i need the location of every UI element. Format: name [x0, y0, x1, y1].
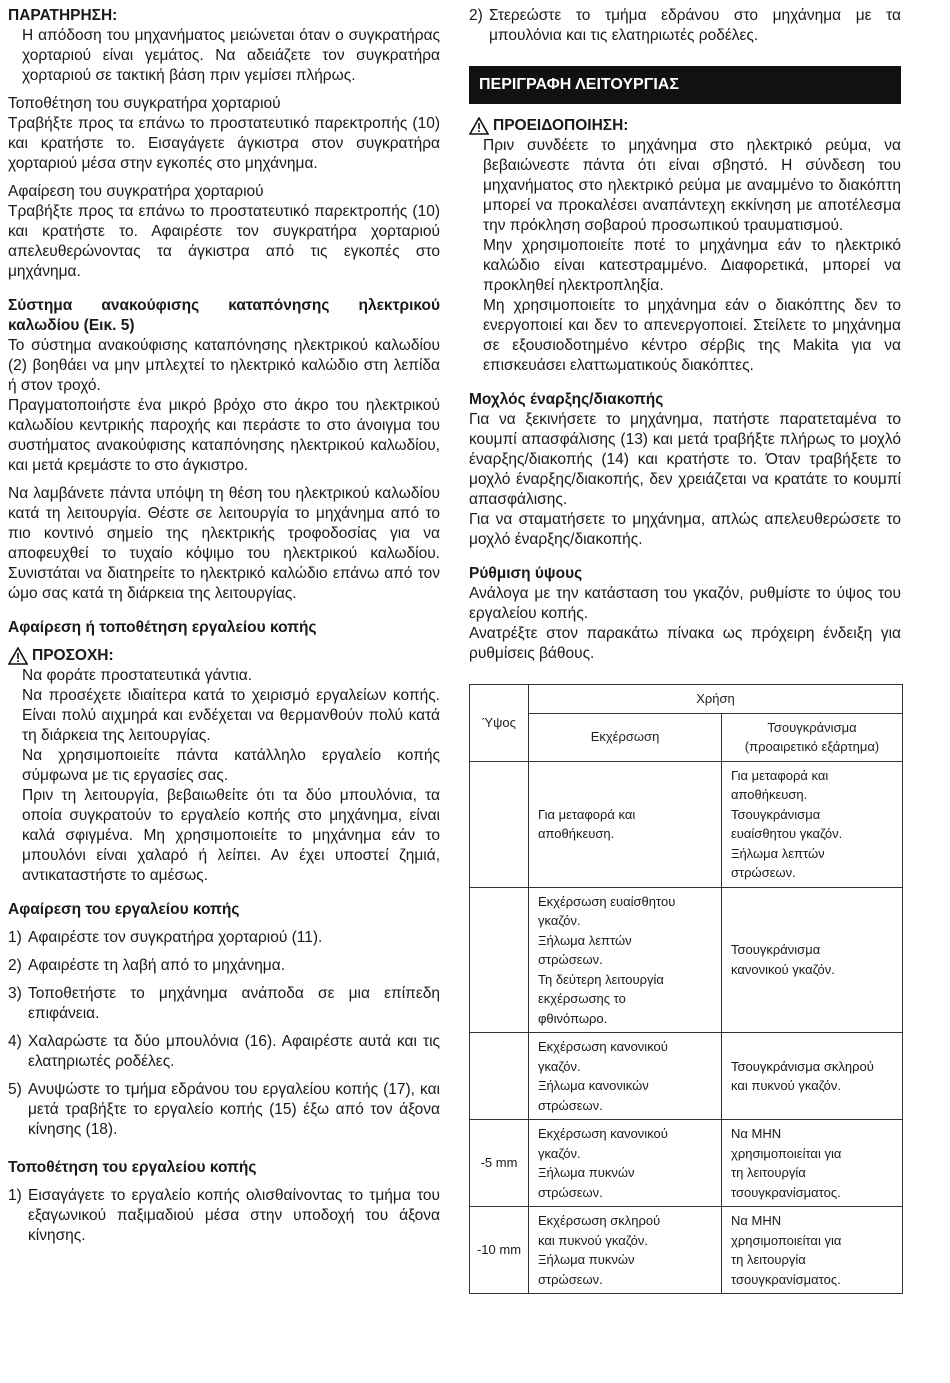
cell-line: Ξήλωμα πυκνών — [538, 1252, 635, 1267]
cell-line: τσουγκρανίσματος. — [731, 1184, 841, 1200]
cord-strain-paragraph-3: Να λαμβάνετε πάντα υπόψη τη θέση του ηλεκτρικού καλωδίου κατά τη λειτουργία. Θέστε σε λειτουργία το μηχάνημα από το πιο κοντινό σημείο της ηλεκτρικής τροφοδοσίας για να αποφευχθεί το τυχαίο κόψιμο του ηλεκτρικού καλωδίου. Συνιστάται να διατηρείτε το ηλεκτρικό καλώδιο επάνω από τον ώμο σας κατά τη διάρκεια της λειτουργίας. — [8, 485, 440, 602]
dethatching-cell — [529, 1207, 722, 1294]
warning-paragraph: Πριν συνδέετε το μηχάνημα στο ηλεκτρικό ρεύμα, να βεβαιώνεστε πάντα ότι είναι σβηστό. Η σύνδεση του μηχανήματος στο ηλεκτρικό ρεύμα με αναμμένο το διακόπτη μπορεί να προκαλέσει αναπάντεχη εκκίνηση με αποτέλεσμα την πρόκληση σοβαρού προσωπικού τραυματισμού. — [483, 137, 901, 234]
switch-paragraph-1: Για να ξεκινήσετε το μηχάνημα, πατήστε παρατεταμένα το κουμπί απασφάλισης (13) και μετά τραβήξτε πλήρως το μοχλό έναρξης/διακοπής (14) και κρατήστε το. Όταν τραβήξετε το μοχλό έναρξης/διακοπής, δεν χρειάζεται να κρατάτε το κουμπί απασφάλισης. — [469, 411, 901, 508]
raking-cell — [722, 1207, 903, 1294]
remove-grass-catcher-text: Τραβήξτε προς τα επάνω το προστατευτικό παρεκτροπής (10) και κρατήστε το. Αφαιρέστε τον συγκρατήρα χορταριού απελευθερώνοντας τα άγκιστρα από τις εγκοπές στο μηχάνημα. — [8, 203, 440, 280]
list-item: 5) Ανυψώστε το τμήμα εδράνου του εργαλείου κοπής (17), και μετά τραβήξτε το εργαλείο κοπής (15) έξω από τον άξονα κίνησης (18). — [8, 1081, 440, 1138]
install-steps — [8, 1186, 440, 1246]
fit-grass-catcher-text: Τραβήξτε προς τα επάνω το προστατευτικό παρεκτροπής (10) και κρατήστε το. Εισαγάγετε άγκιστρα στον συγκρατήρα χορταριού μέσα στην εγκοπές στο μηχάνημα. — [8, 115, 440, 172]
cell-line: χρησιμοποιείται για — [731, 1145, 842, 1161]
raking-cell — [722, 1033, 903, 1120]
height-column-header: Ύψος — [470, 685, 529, 762]
right-column — [469, 6, 901, 1294]
note-title: ΠΑΡΑΤΗΡΗΣΗ: — [8, 7, 118, 24]
height-cell: -5 mm — [470, 1120, 529, 1207]
cell-line: στρώσεων. — [538, 952, 603, 967]
note-text: Η απόδοση του μηχανήματος μειώνεται όταν ο συγκρατήρας χορταριού είναι γεμάτος. Να αδειάζετε τον συγκρατήρα χορταριού σε τακτική βάση πριν γεμίσει πλήρως. — [22, 27, 440, 84]
left-column — [8, 6, 440, 1254]
caution-line: Να φοράτε προστατευτικά γάντια. — [22, 667, 253, 684]
table-subheader-row — [470, 713, 903, 761]
raking-column-header: Τσουγκράνισμα (προαιρετικό εξάρτημα) — [722, 713, 903, 761]
cell-line: Να ΜΗΝ — [731, 1213, 782, 1228]
list-item: 2) Αφαιρέστε τη λαβή από το μηχάνημα. — [8, 957, 286, 974]
cell-line: Εκχέρσωση ευαίσθητου — [538, 893, 676, 909]
list-item: 1) Εισαγάγετε το εργαλείο κοπής ολισθαίνοντας το τμήμα του εξαγωνικού παξιμαδιού μέσα στην υποδοχή του άξονα κίνησης. — [8, 1187, 440, 1244]
cord-strain-paragraph-2: Πραγματοποιήστε ένα μικρό βρόχο στο άκρο του ηλεκτρικού καλωδίου κεντρικής παροχής και περάστε το στο άνοιγμα του συστήματος ανακούφισης καταπόνησης ηλεκτρικού καλωδίου, και μετά κρεμάστε το στο άγκιστρο. — [8, 397, 440, 474]
install-steps-continued — [469, 6, 901, 46]
height-cell — [470, 1033, 529, 1120]
section-title-bar: ΠΕΡΙΓΡΑΦΗ ΛΕΙΤΟΥΡΓΙΑΣ — [469, 66, 901, 104]
cell-line: στρώσεων. — [538, 1184, 603, 1200]
dethatching-cell — [529, 1120, 722, 1207]
list-item: 1) Αφαιρέστε τον συγκρατήρα χορταριού (11). — [8, 929, 323, 946]
warning-title: ΠΡΟΕΙΔΟΠΟΙΗΣΗ: — [493, 117, 629, 134]
list-item: 3) Τοποθετήστε το μηχάνημα ανάποδα σε μια επίπεδη επιφάνεια. — [8, 985, 440, 1022]
cell-line: ευαίσθητου γκαζόν. — [731, 826, 843, 841]
cell-line: γκαζόν. — [538, 913, 581, 928]
height-paragraph-1: Ανάλογα με την κατάσταση του γκαζόν, ρυθμίστε το ύψος του εργαλείου κοπής. — [469, 585, 901, 622]
caution-header — [8, 646, 440, 666]
list-item: 2) Στερεώστε το τμήμα εδράνου στο μηχάνημα με τα μπουλόνια και τις ελατηριωτές ροδέλες. — [469, 7, 901, 44]
dethatching-cell — [529, 761, 722, 887]
warning-triangle-icon — [8, 647, 28, 665]
cell-line: γκαζόν. — [538, 1145, 581, 1161]
dethatching-column-header: Εκχέρσωση — [529, 713, 722, 761]
cell-line: στρώσεων. — [731, 865, 796, 880]
dethatching-cell — [529, 887, 722, 1033]
remove-grass-catcher-title: Αφαίρεση του συγκρατήρα χορταριού — [8, 183, 264, 200]
warning-paragraph: Μη χρησιμοποιείτε το μηχάνημα εάν ο διακόπτης δεν το ενεργοποιεί και δεν το απενεργοποιεί. Στείλετε το μηχάνημα σε εξουσιοδοτημένο κέντρο σέρβις της Makita για να επισκευάσει ελαττωματικούς διακόπτες. — [483, 297, 901, 374]
warning-triangle-icon — [469, 117, 489, 135]
warning-paragraph: Μην χρησιμοποιείτε ποτέ το μηχάνημα εάν το ηλεκτρικό καλώδιο είναι κατεστραμμένο. Διαφορετικά, μπορεί να προκληθεί ηλεκτροπληξία. — [483, 237, 901, 294]
height-settings-table — [469, 684, 903, 1294]
table-row — [470, 887, 903, 1033]
raking-cell — [722, 761, 903, 887]
cell-line: Τσουγκράνισμα — [731, 806, 821, 822]
use-column-header: Χρήση — [529, 685, 903, 714]
height-heading: Ρύθμιση ύψους — [469, 565, 583, 582]
cell-line: Εκχέρσωση κανονικού — [538, 1126, 668, 1141]
cell-line: Τσουγκράνισμα σκληρού — [731, 1058, 874, 1074]
caution-title: ΠΡΟΣΟΧΗ: — [32, 647, 114, 664]
table-row — [470, 1120, 903, 1207]
caution-line: Να χρησιμοποιείτε πάντα κατάλληλο εργαλείο κοπής σύμφωνα με τις εργασίες σας. — [22, 747, 440, 784]
table-header-row — [470, 685, 903, 714]
height-paragraph-2: Ανατρέξτε στον παρακάτω πίνακα ως πρόχειρη ένδειξη για ρυθμίσεις βάθους. — [469, 625, 901, 662]
cell-line: Εκχέρσωση κανονικού — [538, 1039, 668, 1054]
height-cell — [470, 887, 529, 1033]
cell-line: τη λειτουργία — [731, 1252, 806, 1267]
caution-line: Να προσέχετε ιδιαίτερα κατά το χειρισμό εργαλείων κοπής. Είναι πολύ αιχμηρά και ενδέχεται να θερμανθούν πολύ κατά τη διάρκεια της λειτουργίας. — [22, 687, 440, 744]
cell-line: φθινόπωρο. — [538, 1010, 608, 1026]
tool-install-heading: Τοποθέτηση του εργαλείου κοπής — [8, 1159, 257, 1176]
cord-strain-heading: Σύστημα ανακούφισης καταπόνησης ηλεκτρικού καλωδίου (Εικ. 5) — [8, 297, 440, 334]
removal-steps — [8, 928, 440, 1140]
cell-line: γκαζόν. — [538, 1058, 581, 1074]
cell-line: στρώσεων. — [538, 1097, 603, 1113]
switch-heading: Μοχλός έναρξης/διακοπής — [469, 391, 664, 408]
cell-line: Εκχέρσωση σκληρού — [538, 1213, 661, 1228]
cell-line: Ξήλωμα λεπτών — [538, 932, 632, 948]
height-cell: -10 mm — [470, 1207, 529, 1294]
table-row — [470, 1207, 903, 1294]
cell-line: Τσουγκράνισμα — [731, 942, 821, 958]
cutting-tool-heading: Αφαίρεση ή τοποθέτηση εργαλείου κοπής — [8, 619, 317, 636]
cell-line: Να ΜΗΝ — [731, 1126, 782, 1141]
tool-removal-heading: Αφαίρεση του εργαλείου κοπής — [8, 901, 240, 918]
height-cell — [470, 761, 529, 887]
cell-line: Για μεταφορά και — [731, 767, 829, 783]
table-row — [470, 761, 903, 887]
cell-line: Για μεταφορά και — [538, 806, 636, 822]
switch-paragraph-2: Για να σταματήσετε το μηχάνημα, απλώς απελευθερώσετε το μοχλό έναρξης/διακοπής. — [469, 511, 901, 548]
cell-line: αποθήκευση. — [538, 826, 615, 841]
table-row — [470, 1033, 903, 1120]
cell-line: Ξήλωμα κανονικών — [538, 1078, 649, 1093]
cell-line: Τη δεύτερη λειτουργία — [538, 971, 664, 987]
cell-line: Ξήλωμα λεπτών — [731, 845, 825, 861]
warning-header — [469, 116, 901, 136]
cell-line: Ξήλωμα πυκνών — [538, 1165, 635, 1180]
fit-grass-catcher-title: Τοποθέτηση του συγκρατήρα χορταριού — [8, 95, 281, 112]
cell-line: στρώσεων. — [538, 1271, 603, 1287]
cell-line: και πυκνού γκαζόν. — [731, 1078, 841, 1093]
list-item: 4) Χαλαρώστε τα δύο μπουλόνια (16). Αφαιρέστε αυτά και τις ελατηριωτές ροδέλες. — [8, 1033, 440, 1070]
cell-line: χρησιμοποιείται για — [731, 1232, 842, 1248]
cell-line: εκχέρσωσης το — [538, 991, 626, 1006]
raking-cell — [722, 1120, 903, 1207]
cell-line: αποθήκευση. — [731, 787, 808, 802]
cell-line: τσουγκρανίσματος. — [731, 1271, 841, 1287]
cell-line: κανονικού γκαζόν. — [731, 961, 835, 977]
dethatching-cell — [529, 1033, 722, 1120]
raking-cell — [722, 887, 903, 1033]
cell-line: τη λειτουργία — [731, 1165, 806, 1180]
cell-line: και πυκνού γκαζόν. — [538, 1232, 648, 1248]
caution-line: Πριν τη λειτουργία, βεβαιωθείτε ότι τα δύο μπουλόνια, τα οποία συγκρατούν το εργαλείο κοπής στο μηχάνημα, είναι καλά σφιγμένα. Μη χρησιμοποιείτε το μηχάνημα εάν το μπουλόνι είναι χαλαρό ή λείπει. Αν έχει υποστεί ζημιά, αντικαταστήστε το αμέσως. — [22, 787, 440, 884]
cord-strain-paragraph-1: Το σύστημα ανακούφισης καταπόνησης ηλεκτρικού καλωδίου (2) βοηθάει να μην μπλεχτεί το ηλεκτρικό καλώδιο στη λεπίδα ή στον τροχό. — [8, 337, 440, 394]
